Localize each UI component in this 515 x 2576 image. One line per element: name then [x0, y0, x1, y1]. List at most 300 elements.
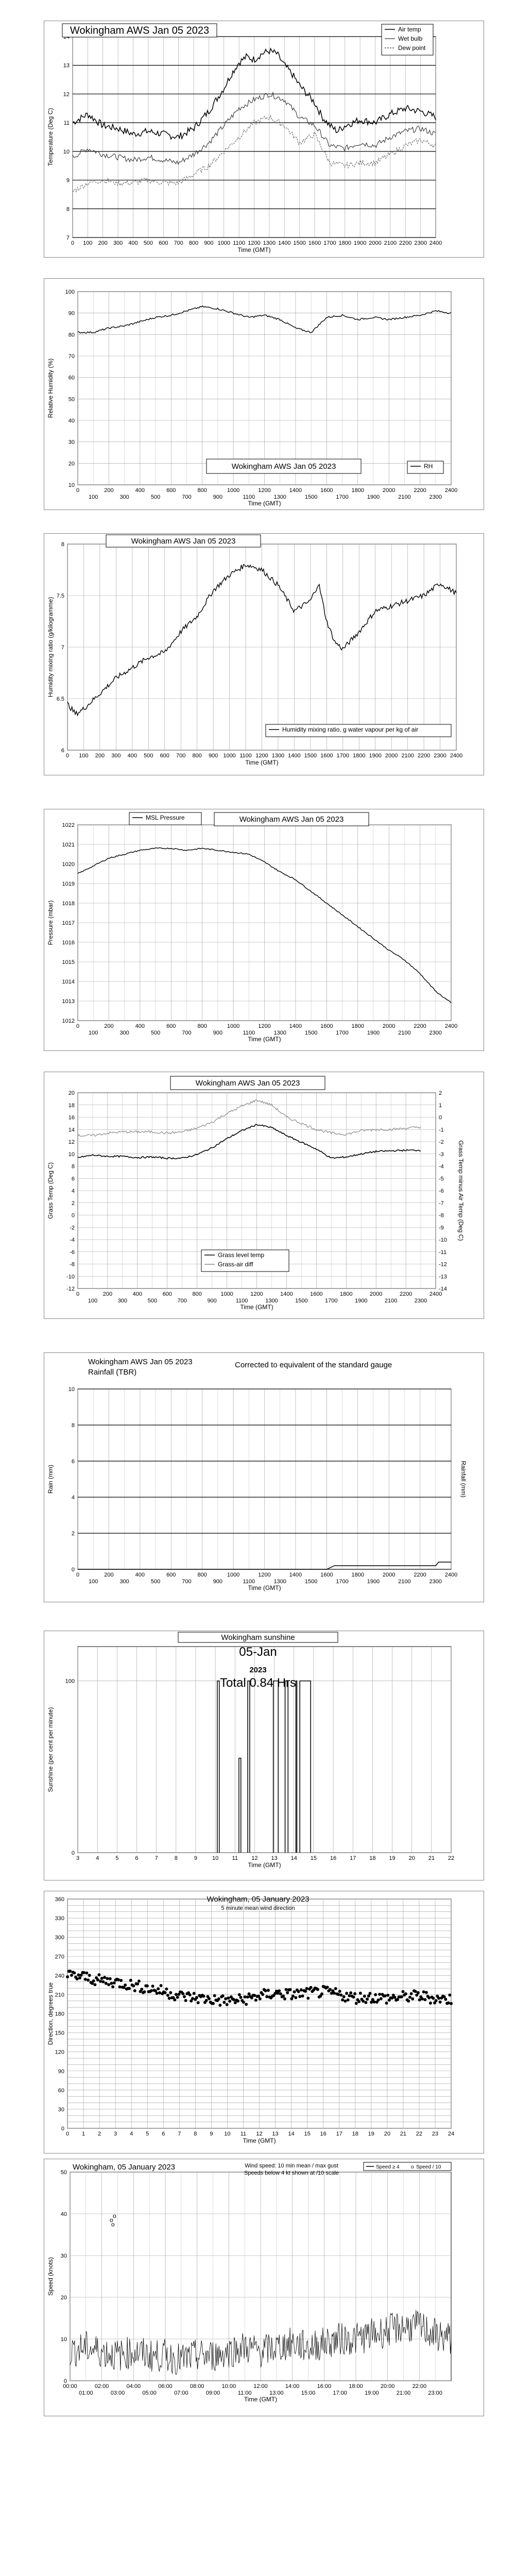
direction-point [76, 1977, 79, 1980]
direction-point [329, 1988, 332, 1991]
direction-point [282, 1994, 285, 1997]
direction-point [384, 1994, 387, 1997]
x-tick-label: 1700 [336, 753, 350, 759]
direction-point [195, 1996, 198, 1999]
y-tick-label: 100 [65, 1678, 75, 1685]
direction-point [158, 1991, 161, 1994]
x-tick-label: 1300 [271, 753, 285, 759]
x-tick-label: 900 [213, 1579, 223, 1585]
x-tick-label: 600 [166, 1023, 176, 1029]
y-tick-label: 6 [71, 1176, 75, 1182]
y-tick-label: 80 [68, 332, 75, 338]
direction-point [418, 1998, 421, 2002]
x-tick-label: 1300 [263, 240, 276, 246]
y-tick-label: 8 [61, 541, 64, 548]
grass-temp-chart [44, 1072, 485, 1319]
x-axis-label: Time (GMT) [248, 500, 281, 507]
direction-point [184, 1999, 187, 2002]
y-tick-label: 10 [60, 2336, 67, 2343]
x-tick-label: 1100 [233, 240, 245, 246]
direction-point [305, 1987, 308, 1990]
x-tick-label: 22 [416, 2131, 423, 2137]
x-tick-label: 13:00 [269, 2390, 284, 2396]
y-tick-label: 1020 [62, 861, 75, 868]
x-tick-label: 1200 [258, 1572, 271, 1578]
x-tick-label: 1500 [304, 753, 317, 759]
direction-point [87, 1978, 90, 1981]
direction-point [217, 1997, 220, 2001]
direction-point [300, 1989, 303, 1992]
temperature-chart-panel [44, 21, 484, 258]
x-tick-label: 15 [310, 1855, 317, 1861]
x-tick-label: 700 [174, 240, 183, 246]
y-tick-label: 20 [60, 2295, 67, 2301]
chart-annotation: Corrected to equivalent of the standard gauge [235, 1361, 392, 1369]
x-tick-label: 04:00 [126, 2383, 141, 2389]
direction-point [291, 1995, 295, 1998]
x-tick-label: 800 [197, 487, 207, 494]
direction-point [373, 2001, 376, 2004]
direction-point [348, 1994, 351, 1997]
x-tick-label: 700 [177, 1298, 187, 1304]
direction-point [181, 1992, 184, 1995]
x-tick-label: 700 [176, 753, 186, 759]
legend-entry: Grass-air diff [218, 1261, 253, 1268]
direction-point [400, 1995, 403, 1998]
direction-point [421, 1997, 424, 2001]
direction-point [111, 1985, 114, 1988]
y-tick-label: 50 [68, 396, 75, 403]
y-tick-label: 6 [71, 1459, 75, 1465]
direction-point [347, 1998, 350, 2002]
direction-point [70, 1974, 73, 1977]
direction-point [364, 2001, 367, 2004]
x-tick-label: 21:00 [396, 2390, 411, 2396]
direction-point [369, 1992, 372, 1995]
direction-point [264, 1989, 267, 1992]
gust-point: o [111, 2221, 115, 2228]
y-tick-label: 40 [68, 418, 75, 424]
x-tick-label: 1500 [293, 240, 306, 246]
direction-point [236, 1999, 239, 2003]
x-tick-label: 100 [88, 1298, 98, 1304]
x-tick-label: 1100 [235, 1298, 248, 1304]
legend-entry: Speed ≥ 4 [376, 2164, 400, 2170]
x-tick-label: 1800 [338, 240, 351, 246]
y-tick-label: 10 [68, 1386, 75, 1393]
direction-point [390, 1996, 393, 1999]
direction-point [226, 2003, 229, 2006]
y2-tick-label: -2 [439, 1139, 444, 1145]
x-tick-label: 2100 [398, 1030, 411, 1036]
direction-point [68, 1970, 72, 1973]
x-tick-label: 2300 [434, 753, 447, 759]
x-tick-label: 16 [320, 2131, 327, 2137]
y2-tick-label: 2 [439, 1090, 442, 1096]
direction-point [107, 1983, 110, 1986]
direction-point [316, 1988, 319, 1991]
y-tick-label: 1018 [62, 901, 75, 907]
x-tick-label: 2300 [429, 1579, 442, 1585]
x-tick-label: 05:00 [142, 2390, 157, 2396]
y-tick-label: 8 [71, 1163, 75, 1170]
direction-point [124, 1984, 127, 1987]
x-tick-label: 1300 [273, 1579, 286, 1585]
direction-point [173, 1998, 176, 2002]
x-tick-label: 500 [150, 1030, 161, 1036]
x-tick-label: 1200 [255, 753, 268, 759]
x-tick-label: 1000 [227, 1572, 240, 1578]
direction-point [290, 1997, 293, 2001]
x-tick-label: 600 [160, 753, 169, 759]
direction-point [106, 1977, 109, 1980]
y-tick-label: 20 [68, 1090, 75, 1096]
x-tick-label: 1100 [239, 753, 252, 759]
grass-temp-chart-panel [44, 1072, 484, 1319]
direction-point [341, 1998, 344, 2002]
y-tick-label: 1016 [62, 940, 75, 946]
direction-point [103, 1976, 106, 1979]
direction-point [380, 1997, 383, 2000]
direction-point [306, 1997, 310, 2000]
y-tick-label: 11 [63, 120, 70, 127]
x-tick-label: 2400 [444, 487, 458, 494]
x-tick-label: 1500 [295, 1298, 308, 1304]
direction-point [117, 1978, 120, 1981]
x-tick-label: 900 [213, 494, 223, 500]
x-tick-label: 500 [143, 240, 153, 246]
x-tick-label: 00:00 [63, 2383, 77, 2389]
x-tick-label: 1800 [351, 487, 364, 494]
direction-point [320, 1992, 323, 1995]
direction-point [242, 2001, 245, 2004]
x-tick-label: 900 [208, 753, 218, 759]
direction-point [278, 1989, 281, 1992]
x-tick-label: 100 [83, 240, 93, 246]
x-tick-label: 1300 [273, 1030, 286, 1036]
gust-point: o [112, 2212, 116, 2220]
x-tick-label: 1800 [353, 753, 366, 759]
x-tick-label: 1800 [351, 1023, 364, 1029]
direction-point [337, 1993, 340, 1996]
y-axis-label: Relative Humidity (%) [47, 358, 54, 418]
y-tick-label: 210 [55, 1992, 64, 1998]
direction-point [143, 1990, 146, 1993]
x-axis-label: Time (GMT) [248, 1036, 281, 1043]
direction-point [334, 1987, 337, 1990]
y-tick-label: 270 [55, 1954, 64, 1960]
wind-speed-chart-panel [44, 2159, 484, 2416]
direction-point [345, 1992, 348, 1995]
x-tick-label: 800 [192, 1291, 202, 1297]
direction-point [66, 1975, 69, 1978]
direction-point [113, 1981, 116, 1985]
y-tick-label: -6 [70, 1249, 75, 1256]
x-tick-label: 2100 [384, 240, 397, 246]
direction-point [82, 1971, 85, 1974]
direction-point [339, 1993, 342, 1996]
x-tick-label: 1600 [320, 1572, 333, 1578]
sunshine-chart [44, 1631, 485, 1881]
y-tick-label: 7 [66, 235, 70, 241]
y2-tick-label: -13 [439, 1274, 447, 1280]
y-tick-label: 300 [55, 1935, 64, 1941]
x-tick-label: 15:00 [301, 2390, 316, 2396]
direction-point [213, 1994, 216, 1997]
y-tick-label: 20 [68, 461, 75, 467]
legend-entry: Speed / 10 [416, 2164, 441, 2170]
x-tick-label: 100 [89, 494, 98, 500]
pressure-chart-panel [44, 809, 484, 1051]
x-tick-label: 1900 [353, 240, 367, 246]
direction-point [78, 1976, 81, 1979]
direction-point [342, 1995, 346, 1998]
x-tick-label: 0 [65, 753, 70, 759]
direction-point [422, 1990, 425, 1993]
direction-point [301, 1994, 304, 1997]
x-tick-label: 800 [197, 1572, 207, 1578]
x-tick-label: 600 [166, 1572, 176, 1578]
direction-point [239, 1996, 243, 1999]
direction-point [417, 1991, 420, 1994]
x-tick-label: 2300 [414, 240, 427, 246]
x-tick-label: 08:00 [190, 2383, 204, 2389]
direction-point [164, 1991, 167, 1994]
humidity-chart-panel [44, 278, 484, 510]
y-tick-label: 0 [71, 1212, 75, 1219]
x-tick-label: 800 [188, 240, 199, 246]
direction-point [110, 1982, 113, 1985]
direction-point [362, 1999, 365, 2003]
x-tick-label: 500 [147, 1298, 157, 1304]
total-label: Total 0.84 Hrs [219, 1676, 297, 1690]
x-tick-label: 2000 [382, 487, 396, 494]
x-tick-label: 9 [194, 1855, 198, 1861]
x-tick-label: 200 [98, 240, 108, 246]
direction-point [222, 2001, 226, 2004]
direction-point [151, 1985, 154, 1988]
x-tick-label: 1400 [278, 240, 291, 246]
y-tick-label: 30 [60, 2253, 67, 2259]
x-tick-label: 2300 [429, 1030, 442, 1036]
y-tick-label: 360 [55, 1896, 64, 1903]
chart-title: Wokingham, 05 January 2023 [207, 1895, 310, 1904]
x-tick-label: 4 [130, 2131, 133, 2137]
x-tick-label: 200 [95, 753, 105, 759]
chart-title: Wokingham AWS Jan 05 2023 [195, 1079, 300, 1088]
x-tick-label: 1900 [367, 1030, 380, 1036]
direction-point [188, 1993, 192, 1996]
x-tick-label: 8 [174, 1855, 178, 1861]
direction-point [385, 2002, 388, 2005]
y-tick-label: 30 [58, 2106, 64, 2113]
y2-axis-label: Grass Temp minus Air Temp (Deg C) [457, 1140, 465, 1241]
x-tick-label: 2200 [414, 487, 426, 494]
x-tick-label: 3 [114, 2131, 117, 2137]
legend-entry: Humidity mixing ratio, g water vapour per kg of air [282, 726, 419, 733]
x-tick-label: 2000 [385, 753, 398, 759]
y-tick-label: -2 [70, 1225, 75, 1231]
x-tick-label: 5 [146, 2131, 149, 2137]
y-tick-label: 14 [68, 1127, 75, 1133]
x-tick-label: 2100 [398, 1579, 411, 1585]
x-tick-label: 100 [79, 753, 89, 759]
direction-point [100, 1977, 104, 1980]
x-tick-label: 20:00 [380, 2383, 395, 2389]
x-tick-label: 1000 [217, 240, 230, 246]
x-tick-label: 300 [111, 753, 121, 759]
y-tick-label: 8 [66, 206, 70, 213]
y-tick-label: 90 [68, 310, 75, 317]
y-tick-label: 10 [68, 482, 75, 488]
direction-point [423, 1998, 426, 2001]
x-tick-label: 1000 [223, 753, 236, 759]
x-tick-label: 1900 [369, 753, 382, 759]
x-tick-label: 400 [135, 1023, 145, 1029]
direction-point [191, 1997, 194, 2000]
chart-title: Wokingham AWS Jan 05 2023 [131, 537, 236, 546]
x-tick-label: 03:00 [110, 2390, 125, 2396]
x-tick-label: 1400 [289, 1572, 302, 1578]
x-tick-label: 1000 [227, 487, 240, 494]
direction-point [355, 2002, 358, 2005]
x-tick-label: 2100 [401, 753, 414, 759]
direction-point [279, 1992, 282, 1995]
chart-title: Wokingham AWS Jan 05 2023 [88, 1358, 193, 1366]
y-axis-label: Humidity mixing ratio (g/kilogramme) [47, 597, 54, 698]
x-tick-label: 14 [288, 2131, 295, 2137]
direction-point [414, 1990, 417, 1993]
chart-subtitle: Wind speed: 10 min mean / max gust [245, 2163, 338, 2169]
direction-point [297, 1990, 300, 1993]
y-tick-label: -4 [70, 1237, 75, 1243]
direction-point [160, 1984, 163, 1987]
y2-axis-label: Rainfall (mm) [460, 1461, 467, 1498]
y-tick-label: 120 [55, 2049, 64, 2056]
direction-point [99, 1980, 102, 1983]
x-tick-label: 400 [128, 240, 138, 246]
x-tick-label: 11:00 [237, 2390, 252, 2396]
y-tick-label: 1014 [62, 979, 75, 985]
x-tick-label: 1300 [265, 1298, 278, 1304]
x-tick-label: 2 [98, 2131, 101, 2137]
legend-swatch: o [411, 2164, 414, 2170]
x-tick-label: 2000 [382, 1023, 396, 1029]
direction-point [175, 1993, 178, 1996]
x-tick-label: 1100 [243, 1579, 255, 1585]
direction-point [283, 1997, 286, 2001]
direction-point [265, 1995, 268, 1998]
x-tick-label: 2200 [414, 1023, 426, 1029]
direction-point [169, 1991, 172, 1994]
y2-tick-label: -9 [439, 1225, 444, 1231]
direction-point [205, 1999, 208, 2002]
x-tick-label: 6 [162, 2131, 165, 2137]
direction-point [444, 1998, 447, 2001]
direction-point [374, 1993, 377, 1996]
direction-point [429, 2002, 432, 2005]
x-tick-label: 10 [224, 2131, 231, 2137]
x-tick-label: 700 [182, 1030, 192, 1036]
x-tick-label: 900 [213, 1030, 223, 1036]
x-tick-label: 400 [132, 1291, 143, 1297]
gust-point: o [109, 2216, 113, 2224]
direction-point [176, 1996, 179, 1999]
x-tick-label: 300 [113, 240, 123, 246]
x-tick-label: 1300 [273, 494, 286, 500]
x-tick-label: 2200 [399, 240, 412, 246]
x-tick-label: 1600 [320, 487, 333, 494]
y-tick-label: 7.5 [56, 593, 64, 599]
x-tick-label: 600 [166, 487, 176, 494]
y-axis-label: Rain (mm) [47, 1465, 54, 1494]
x-tick-label: 1200 [258, 487, 271, 494]
x-tick-label: 1500 [304, 1030, 318, 1036]
legend-entry: Air temp [398, 26, 421, 33]
x-tick-label: 1700 [336, 494, 349, 500]
y-tick-label: 8 [71, 1422, 75, 1429]
direction-point [244, 1995, 247, 1998]
direction-point [232, 1998, 235, 2001]
direction-point [157, 1987, 160, 1990]
chart-note: Speeds below 4 kt shown at /10 scale [244, 2170, 339, 2176]
x-tick-label: 22 [448, 1855, 455, 1861]
direction-point [208, 1997, 211, 2000]
y-tick-label: 50 [60, 2170, 67, 2176]
direction-point [357, 2000, 360, 2003]
y2-tick-label: -5 [439, 1176, 444, 1182]
x-tick-label: 7 [178, 2131, 181, 2137]
x-tick-label: 2200 [399, 1291, 413, 1297]
x-tick-label: 02:00 [94, 2383, 109, 2389]
direction-point [359, 1992, 362, 1995]
y-tick-label: 1022 [62, 822, 75, 828]
x-tick-label: 12 [256, 2131, 263, 2137]
x-tick-label: 200 [104, 487, 114, 494]
y-tick-label: 18 [68, 1102, 75, 1109]
direction-point [193, 1992, 196, 1995]
x-tick-label: 17:00 [333, 2390, 347, 2396]
chart-title: Wokingham AWS Jan 05 2023 [231, 462, 336, 471]
y-tick-label: 0 [61, 2126, 64, 2132]
x-tick-label: 2400 [429, 1291, 442, 1297]
y-tick-label: 9 [66, 177, 70, 184]
direction-point [227, 1996, 230, 1999]
y-tick-label: 30 [68, 439, 75, 446]
x-tick-label: 300 [119, 1579, 129, 1585]
direction-point [166, 1994, 169, 1997]
direction-point [298, 1995, 301, 1998]
x-tick-label: 1900 [354, 1298, 368, 1304]
y-axis-label: Pressure (mbar) [47, 900, 54, 945]
direction-point [140, 1988, 143, 1991]
x-tick-label: 200 [104, 1023, 114, 1029]
direction-point [146, 1985, 149, 1988]
direction-point [404, 1992, 407, 1995]
x-axis-label: Time (GMT) [248, 1861, 281, 1869]
x-tick-label: 900 [207, 1298, 217, 1304]
y2-tick-label: -14 [439, 1286, 447, 1292]
y-tick-label: 150 [55, 2030, 64, 2037]
y-tick-label: 4 [71, 1188, 75, 1194]
x-tick-label: 1900 [367, 1579, 380, 1585]
x-tick-label: 2000 [369, 1291, 383, 1297]
x-tick-label: 1200 [248, 240, 261, 246]
x-tick-label: 1400 [289, 487, 302, 494]
direction-point [349, 1991, 352, 1994]
y-tick-label: 6.5 [56, 696, 64, 702]
direction-point [212, 2002, 215, 2005]
